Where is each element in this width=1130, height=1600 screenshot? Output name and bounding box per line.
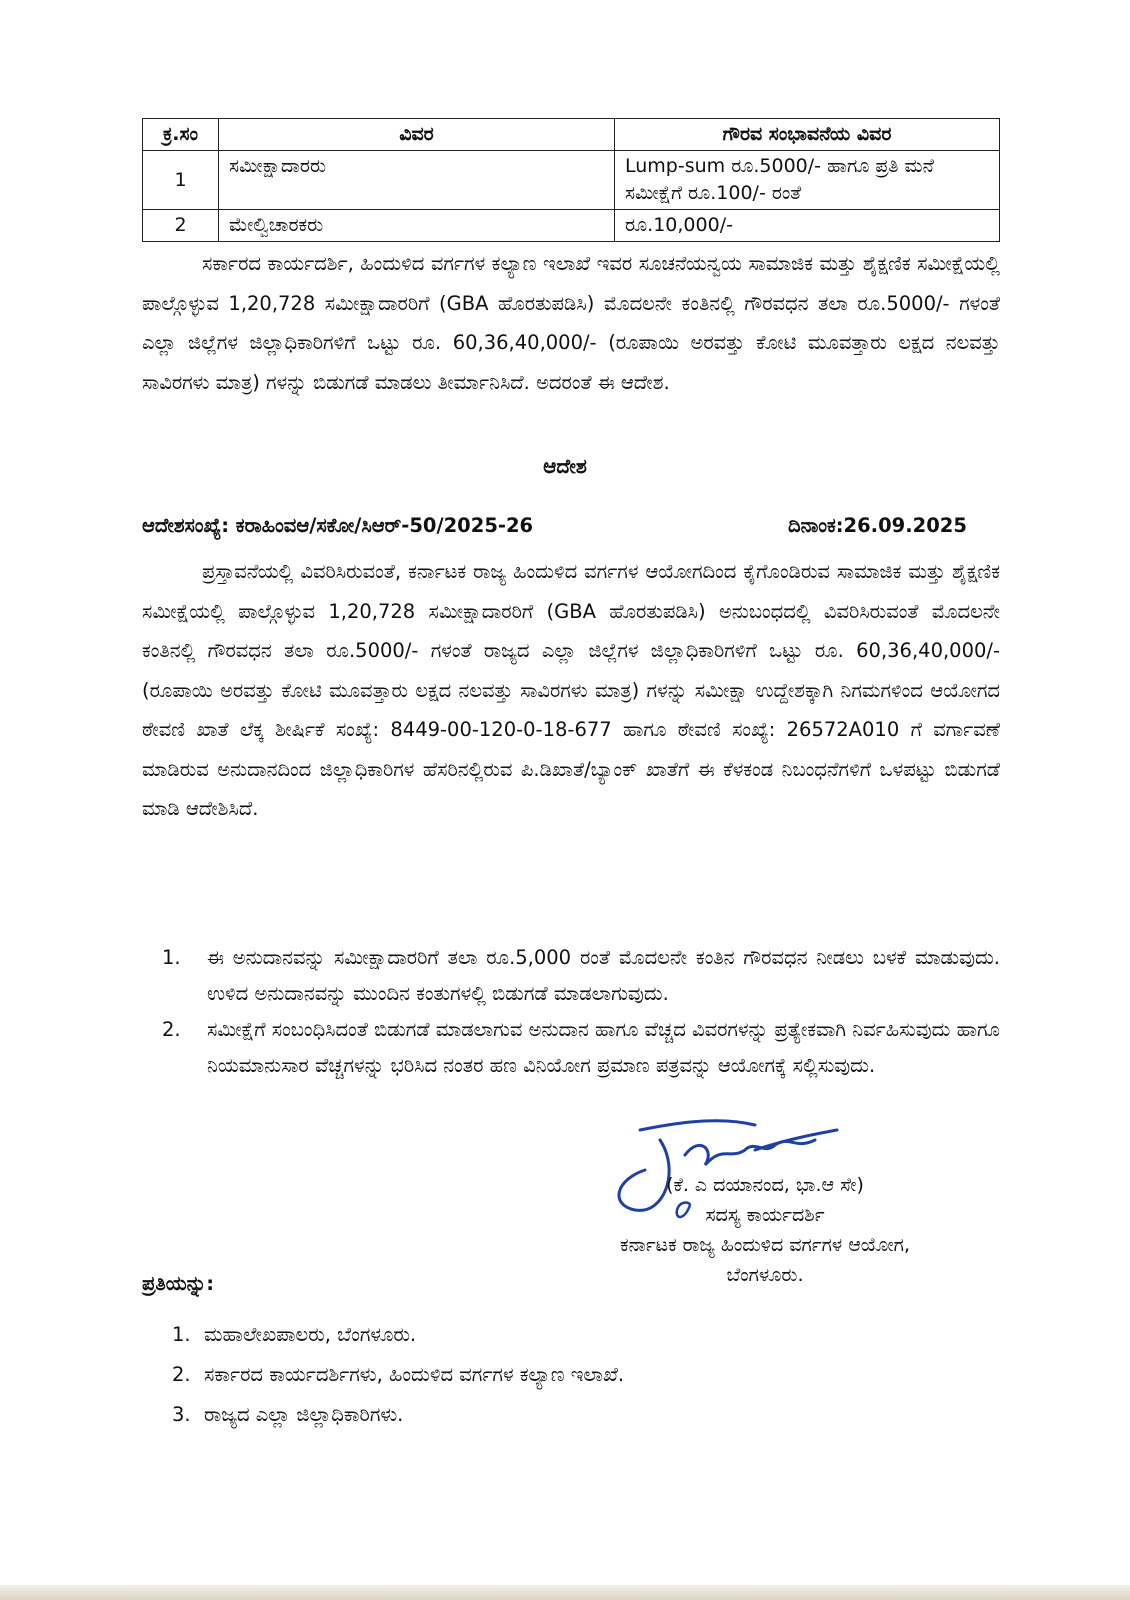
condition-number: 1. [162, 946, 181, 969]
condition-item [162, 1012, 1000, 1084]
list-item [172, 1323, 624, 1363]
signatory-office: ಕರ್ನಾಟಕ ರಾಜ್ಯ ಹಿಂದುಳಿದ ವರ್ಗಗಳ ಆಯೋಗ, [620, 1234, 910, 1256]
list-item [172, 1403, 624, 1443]
column-header-serial: ಕ್ರ.ಸಂ [143, 119, 219, 151]
list-text: ರಾಜ್ಯದ ಎಲ್ಲಾ ಜಿಲ್ಲಾಧಿಕಾರಿಗಳು. [204, 1403, 404, 1426]
row-honorarium: Lump-sum ರೂ.5000/- ಹಾಗೂ ಪ್ರತಿ ಮನೆ ಸಮೀಕ್ಷೆಗೆ ರೂ.100/- ರಂತೆ [615, 151, 1000, 210]
conditions-list [162, 940, 1000, 1084]
signature-block [540, 1170, 990, 1290]
copies-heading: ಪ್ರತಿಯನ್ನು: [142, 1272, 215, 1295]
table-row [143, 151, 1000, 210]
signatory-designation: ಸದಸ್ಯ ಕಾರ್ಯದರ್ಶಿ [705, 1204, 825, 1226]
order-date: ದಿನಾಂಕ:26.09.2025 [788, 514, 967, 537]
list-item [172, 1363, 624, 1403]
condition-text: ಈ ಅನುದಾನವನ್ನು ಸಮೀಕ್ಷಾದಾರರಿಗೆ ತಲಾ ರೂ.5,000 ರಂತೆ ಮೊದಲನೇ ಕಂತಿನ ಗೌರವಧನ ನೀಡಲು ಬಳಕೆ ಮಾಡುವುದು. ಉಳಿದ ಅನುದಾನವನ್ನು ಮುಂದಿನ ಕಂತುಗಳಲ್ಲಿ ಬಿಡುಗಡೆ ಮಾಡಲಾಗುವುದು. [207, 946, 1000, 1005]
row-details: ಸಮೀಕ್ಷಾದಾರರು [219, 151, 615, 210]
copies-list [172, 1323, 624, 1443]
table-row [143, 210, 1000, 242]
row-details: ಮೇಲ್ವಿಚಾರಕರು [219, 210, 615, 242]
scan-edge [0, 1585, 1130, 1600]
row-serial: 1 [143, 151, 219, 210]
list-number: 2. [172, 1363, 191, 1386]
order-heading: ಆದೇಶ [543, 454, 587, 478]
list-text: ಸರ್ಕಾರದ ಕಾರ್ಯದರ್ಶಿಗಳು, ಹಿಂದುಳಿದ ವರ್ಗಗಳ ಕಲ್ಯಾಣ ಇಲಾಖೆ. [204, 1363, 625, 1386]
column-header-details: ವಿವರ [219, 119, 615, 151]
row-serial: 2 [143, 210, 219, 242]
signatory-name: (ಕೆ. ಎ ದಯಾನಂದ, ಭಾ.ಆ ಸೇ) [666, 1174, 864, 1196]
list-text: ಮಹಾಲೇಖಪಾಲರು, ಬೆಂಗಳೂರು. [204, 1323, 417, 1346]
row-honorarium: ರೂ.10,000/- [615, 210, 1000, 242]
table-header-row [143, 119, 1000, 151]
condition-item [162, 940, 1000, 1012]
order-paragraph: ಪ್ರಸ್ತಾವನೆಯಲ್ಲಿ ವಿವರಿಸಿರುವಂತೆ, ಕರ್ನಾಟಕ ರಾಜ್ಯ ಹಿಂದುಳಿದ ವರ್ಗಗಳ ಆಯೋಗದಿಂದ ಕೈಗೊಂಡಿರುವ ಸಾಮಾಜಿಕ ಮತ್ತು ಶೈಕ್ಷಣಿಕ ಸಮೀಕ್ಷೆಯಲ್ಲಿ ಪಾಲ್ಗೊಳ್ಳುವ 1,20,728 ಸಮೀಕ್ಷಾದಾರರಿಗೆ (GBA ಹೊರತುಪಡಿಸಿ) ಅನುಬಂಧದಲ್ಲಿ ವಿವರಿಸಿರುವಂತೆ ಮೊದಲನೇ ಕಂತಿನಲ್ಲಿ ಗೌರವಧನ ತಲಾ ರೂ.5000/- ಗಳಂತೆ ರಾಜ್ಯದ ಎಲ್ಲಾ ಜಿಲ್ಲೆಗಳ ಜಿಲ್ಲಾಧಿಕಾರಿಗಳಿಗೆ ಒಟ್ಟು ರೂ. 60,36,40,000/- (ರೂಪಾಯಿ ಅರವತ್ತು ಕೋಟಿ ಮೂವತ್ತಾರು ಲಕ್ಷದ ನಲವತ್ತು ಸಾವಿರಗಳು ಮಾತ್ರ) ಗಳನ್ನು ಸಮೀಕ್ಷಾ ಉದ್ದೇಶಕ್ಕಾಗಿ ನಿಗಮಗಳಿಂದ ಆಯೋಗದ ಠೇವಣಿ ಖಾತೆ ಲೆಕ್ಕ ಶೀರ್ಷಿಕೆ ಸಂಖ್ಯೆ: 8449-00-120-0-18-677 ಹಾಗೂ ಠೇವಣಿ ಸಂಖ್ಯೆ: 26572A010 ಗೆ ವರ್ಗಾವಣೆ ಮಾಡಿರುವ ಅನುದಾನದಿಂದ ಜಿಲ್ಲಾಧಿಕಾರಿಗಳ ಹೆಸರಿನಲ್ಲಿರುವ ಪಿ.ಡಿಖಾತೆ/ಬ್ಯಾಂಕ್ ಖಾತೆಗೆ ಈ ಕೆಳಕಂಡ ನಿಬಂಧನೆಗಳಿಗೆ ಒಳಪಟ್ಟು ಬಿಡುಗಡೆ ಮಾಡಿ ಆದೇಶಿಸಿದೆ. [142, 560, 1000, 820]
intro-paragraph: ಸರ್ಕಾರದ ಕಾರ್ಯದರ್ಶಿ, ಹಿಂದುಳಿದ ವರ್ಗಗಳ ಕಲ್ಯಾಣ ಇಲಾಖೆ ಇವರ ಸೂಚನೆಯನ್ವಯ ಸಾಮಾಜಿಕ ಮತ್ತು ಶೈಕ್ಷಣಿಕ ಸಮೀಕ್ಷೆಯಲ್ಲಿ ಪಾಲ್ಗೊಳ್ಳುವ 1,20,728 ಸಮೀಕ್ಷಾದಾರರಿಗೆ (GBA ಹೊರತುಪಡಿಸಿ) ಮೊದಲನೇ ಕಂತಿನಲ್ಲಿ ಗೌರವಧನ ತಲಾ ರೂ.5000/- ಗಳಂತೆ ಎಲ್ಲಾ ಜಿಲ್ಲೆಗಳ ಜಿಲ್ಲಾಧಿಕಾರಿಗಳಿಗೆ ಒಟ್ಟು ರೂ. 60,36,40,000/- (ರೂಪಾಯಿ ಅರವತ್ತು ಕೋಟಿ ಮೂವತ್ತಾರು ಲಕ್ಷದ ನಲವತ್ತು ಸಾವಿರಗಳು ಮಾತ್ರ) ಗಳನ್ನು ಬಿಡುಗಡೆ ಮಾಡಲು ತೀರ್ಮಾನಿಸಿದೆ. ಅದರಂತೆ ಈ ಆದೇಶ. [142, 252, 1000, 394]
honorarium-table [142, 118, 1000, 242]
condition-number: 2. [162, 1018, 181, 1041]
list-number: 1. [172, 1323, 191, 1346]
list-number: 3. [172, 1403, 191, 1426]
column-header-honorarium: ಗೌರವ ಸಂಭಾವನೆಯ ವಿವರ [615, 119, 1000, 151]
signatory-place: ಬೆಂಗಳೂರು. [726, 1264, 804, 1286]
order-number: ಆದೇಶಸಂಖ್ಯೆ: ಕರಾಹಿಂವಆ/ಸಕೋ/ಸಿಆರ್-50/2025-26 [142, 514, 534, 537]
condition-text: ಸಮೀಕ್ಷೆಗೆ ಸಂಬಂಧಿಸಿದಂತೆ ಬಿಡುಗಡೆ ಮಾಡಲಾಗುವ ಅನುದಾನ ಹಾಗೂ ವೆಚ್ಚದ ವಿವರಗಳನ್ನು ಪ್ರತ್ಯೇಕವಾಗಿ ನಿರ್ವಹಿಸುವುದು ಹಾಗೂ ನಿಯಮಾನುಸಾರ ವೆಚ್ಚಗಳನ್ನು ಭರಿಸಿದ ನಂತರ ಹಣ ವಿನಿಯೋಗ ಪ್ರಮಾಣ ಪತ್ರವನ್ನು ಆಯೋಗಕ್ಕೆ ಸಲ್ಲಿಸುವುದು. [207, 1018, 1000, 1077]
